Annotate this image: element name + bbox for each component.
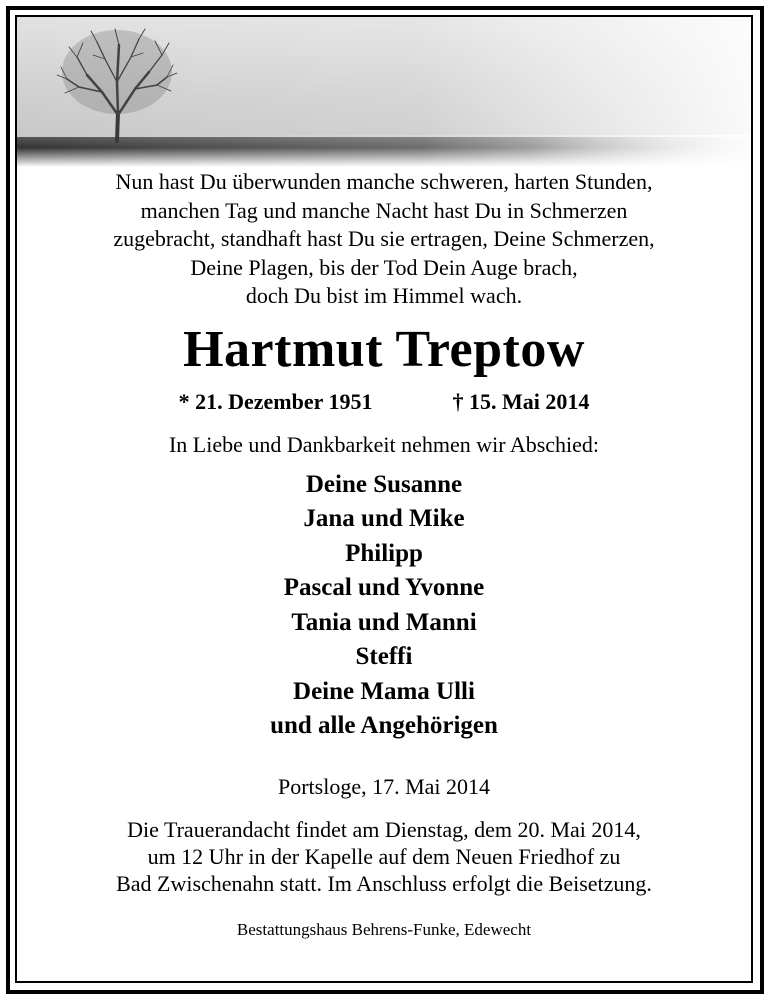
family-member: Pascal und Yvonne <box>283 574 485 601</box>
birth-date: * 21. Dezember 1951 <box>178 388 373 414</box>
place-date: Portsloge, 17. Mai 2014 <box>277 773 491 799</box>
family-member: Steffi <box>355 643 413 670</box>
family-member: und alle Angehörigen <box>270 712 498 739</box>
service-info-line: Die Trauerandacht findet am Dienstag, dem 20. Mai 2014, <box>127 816 641 842</box>
poem <box>17 168 751 311</box>
tree-landscape-image <box>17 17 751 167</box>
poem-line: Deine Plagen, bis der Tod Dein Auge brach, <box>190 254 578 280</box>
life-dates <box>17 387 751 417</box>
poem-line: manchen Tag und manche Nacht hast Du in Schmerzen <box>140 197 628 223</box>
deceased-name: Hartmut Treptow <box>183 320 585 378</box>
family-member: Tania und Manni <box>291 608 477 636</box>
family-member: Philipp <box>345 539 423 567</box>
family-member: Jana und Mike <box>303 505 465 532</box>
family-member: Deine Susanne <box>305 470 463 498</box>
service-info-line: um 12 Uhr in der Kapelle auf dem Neuen Friedhof zu <box>147 843 621 869</box>
poem-line: Nun hast Du überwunden manche schweren, harten Stunden, <box>115 169 653 194</box>
service-info <box>17 816 751 897</box>
family-list <box>17 468 751 744</box>
poem-line: zugebracht, standhaft hast Du sie ertragen, Deine Schmerzen, <box>113 226 655 251</box>
farewell-intro: In Liebe und Dankbarkeit nehmen wir Abschied: <box>168 431 600 457</box>
service-info-line: Bad Zwischenahn statt. Im Anschluss erfolgt die Beisetzung. <box>116 870 652 896</box>
family-member: Deine Mama Ulli <box>293 677 475 705</box>
obituary-content <box>17 168 751 942</box>
poem-line: doch Du bist im Himmel wach. <box>245 283 523 308</box>
death-date: † 15. Mai 2014 <box>452 388 590 414</box>
funeral-home: Bestattungshaus Behrens-Funke, Edewecht <box>236 919 532 939</box>
